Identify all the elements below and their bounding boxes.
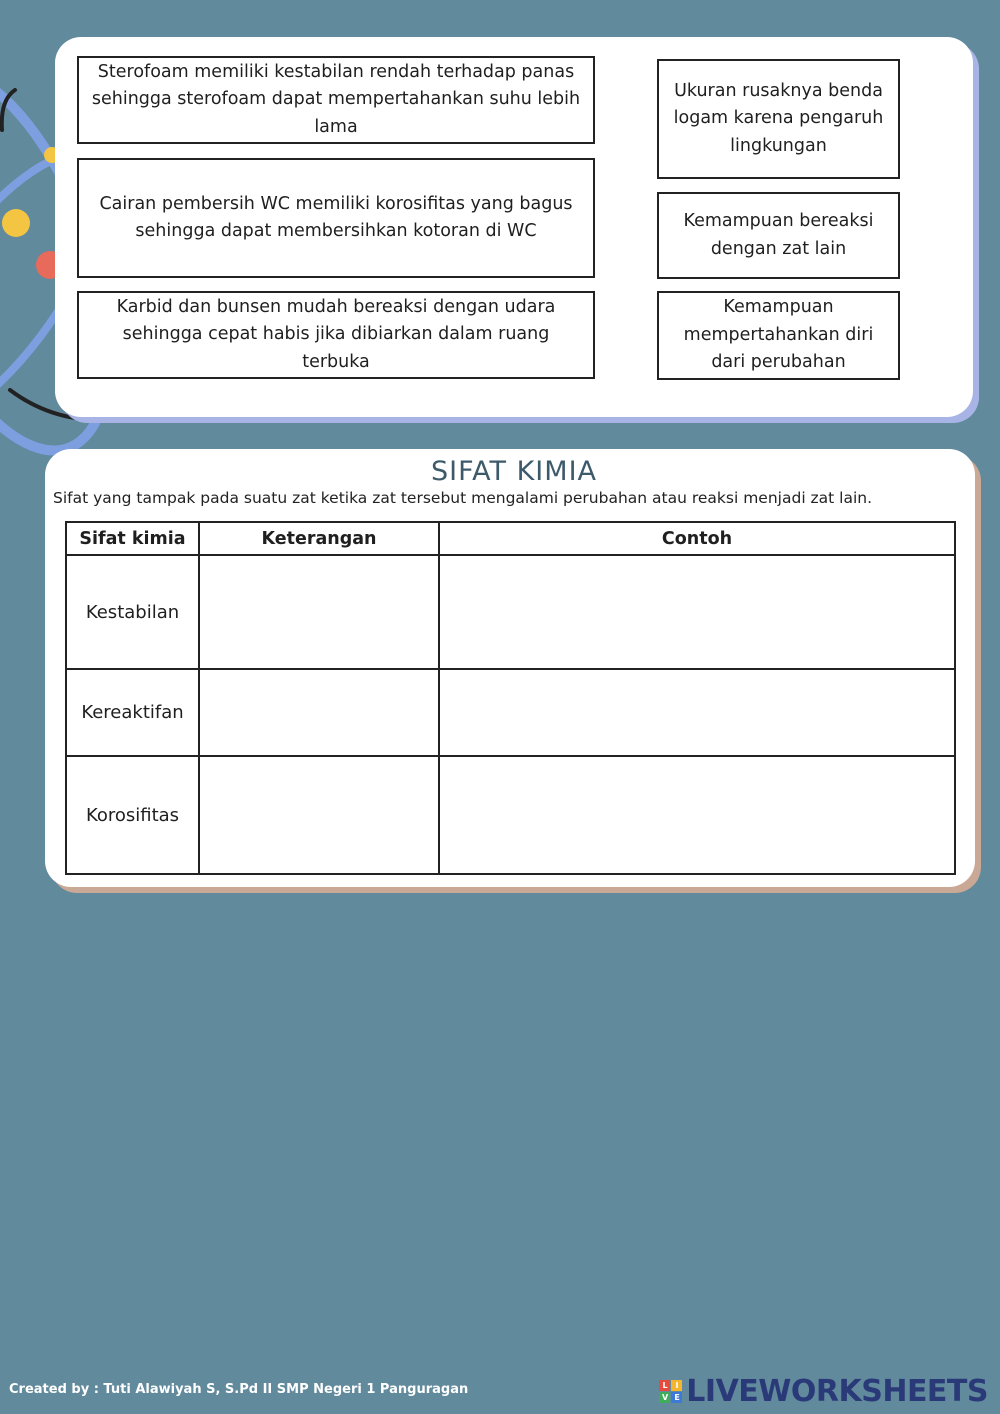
logo-letter-v: V [659,1392,670,1403]
table-row [66,756,955,874]
table-row [66,669,955,756]
drop-zone-contoh-kestabilan[interactable] [439,555,955,669]
drop-zone-keterangan-kestabilan[interactable] [199,555,439,669]
header-contoh: Contoh [439,522,955,555]
row-label-kereaktifan: Kereaktifan [66,669,199,756]
logo-letter-i: I [671,1380,682,1391]
row-label-kestabilan: Kestabilan [66,555,199,669]
answer-card-reaktif-definition[interactable]: Kemampuan bereaksi dengan zat lain [657,192,900,279]
section-title: SIFAT KIMIA [431,456,597,487]
liveworksheets-brand[interactable] [659,1374,988,1409]
drop-zone-keterangan-kereaktifan[interactable] [199,669,439,756]
liveworksheets-logo-icon [659,1380,682,1403]
answer-card-korosi-definition[interactable]: Ukuran rusaknya benda logam karena pengaruh lingkungan [657,59,900,179]
creator-credit: Created by : Tuti Alawiyah S, S.Pd II SMP Negeri 1 Panguragan [9,1382,469,1397]
logo-letter-e: E [671,1392,682,1403]
answer-card-sterofoam[interactable]: Sterofoam memiliki kestabilan rendah terhadap panas sehingga sterofoam dapat mempertahankan suhu lebih lama [77,56,595,144]
table-row [66,555,955,669]
drop-zone-contoh-kereaktifan[interactable] [439,669,955,756]
answer-card-cairan-pembersih[interactable]: Cairan pembersih WC memiliki korosifitas yang bagus sehingga dapat membersihkan kotoran di WC [77,158,595,278]
chemical-properties-table [65,521,956,875]
logo-letter-l: L [659,1380,670,1391]
header-sifat-kimia: Sifat kimia [66,522,199,555]
brand-name: LIVEWORKSHEETS [686,1374,988,1409]
header-keterangan: Keterangan [199,522,439,555]
answer-card-stabil-definition[interactable]: Kemampuan mempertahankan diri dari perubahan [657,291,900,380]
drop-zone-contoh-korosifitas[interactable] [439,756,955,874]
answer-card-karbid[interactable]: Karbid dan bunsen mudah bereaksi dengan udara sehingga cepat habis jika dibiarkan dalam ruang terbuka [77,291,595,379]
row-label-korosifitas: Korosifitas [66,756,199,874]
drop-zone-keterangan-korosifitas[interactable] [199,756,439,874]
table-header-row [66,522,955,555]
section-description: Sifat yang tampak pada suatu zat ketika zat tersebut mengalami perubahan atau reaksi menjadi zat lain. [53,489,873,507]
